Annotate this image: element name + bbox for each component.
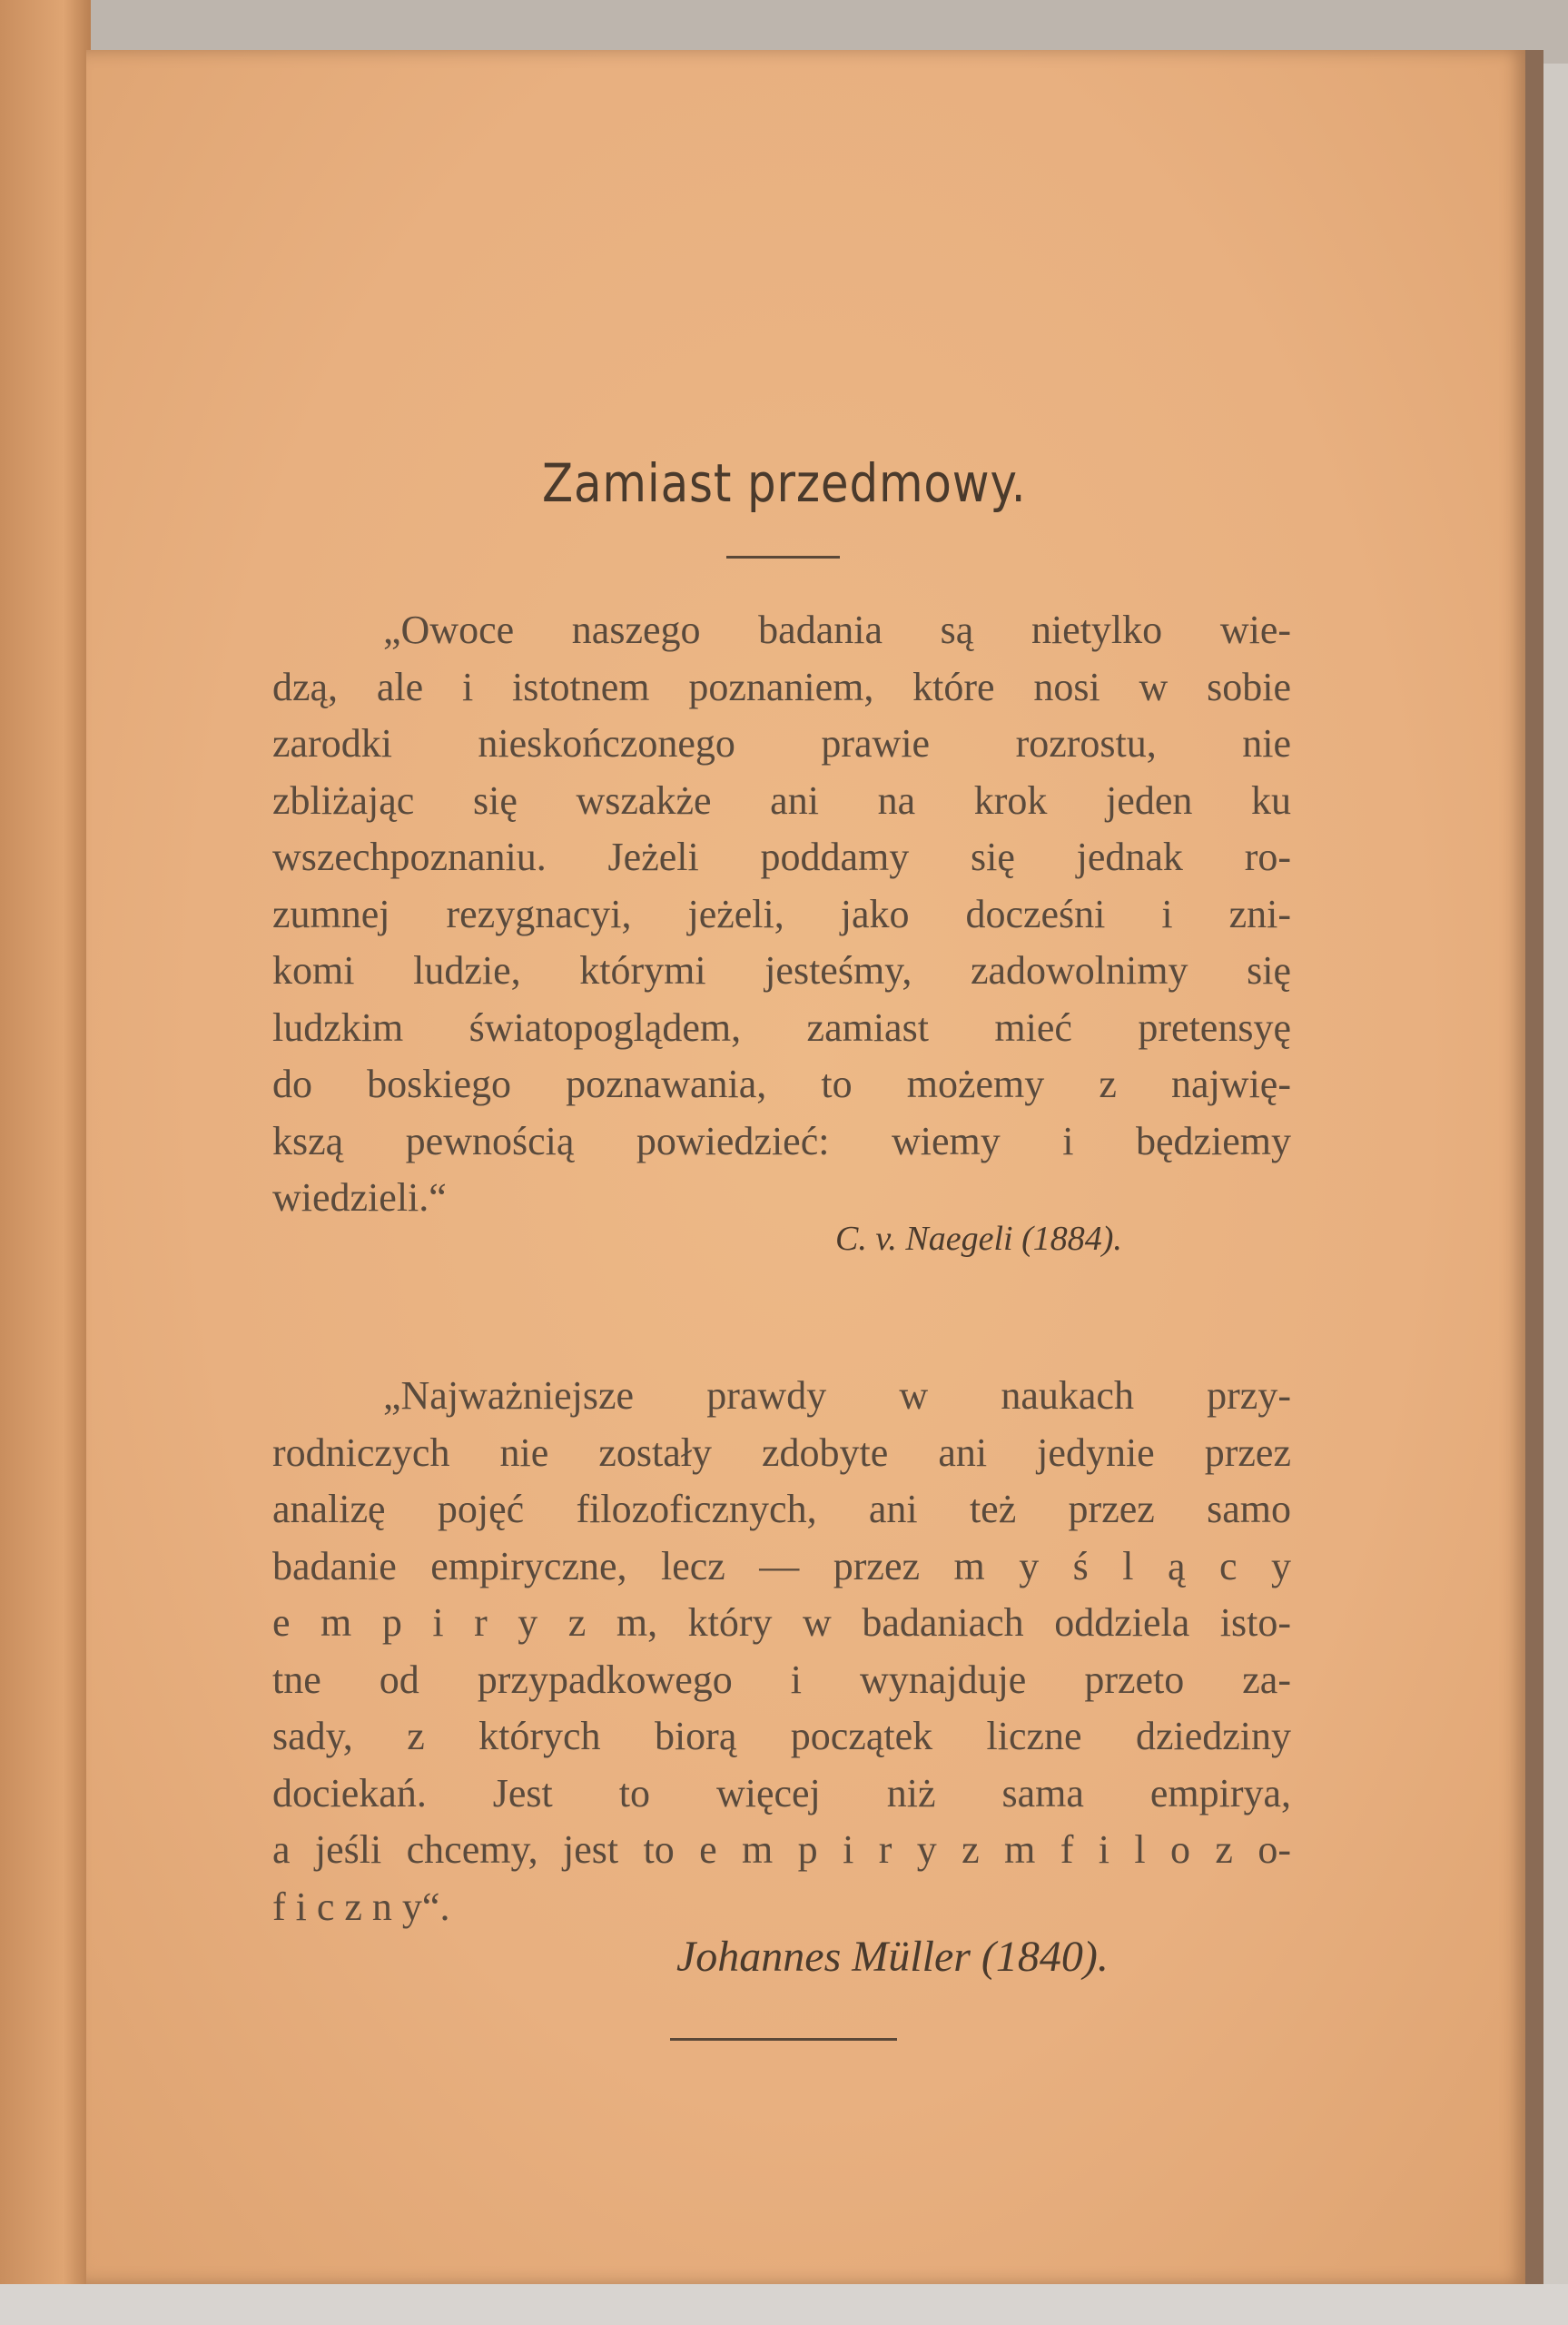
text-line: „Owoce naszego badania są nietylko wie- <box>383 608 1291 652</box>
text-line: tne od przypadkowego i wynajduje przeto za- <box>272 1657 1291 1702</box>
text-line: komi ludzie, którymi jesteśmy, zadowolnimy się <box>272 948 1291 993</box>
text-line: analizę pojęć filozoficznych, ani też przez samo <box>272 1487 1291 1531</box>
text-line: f i c z n y“. <box>272 1884 450 1929</box>
text-line: zumnej rezygnacyi, jeżeli, jako docześni i zni- <box>272 891 1291 936</box>
title-divider <box>726 556 840 559</box>
book-cover-edge <box>1525 50 1543 2284</box>
text-line: „Najważniejsze prawdy w naukach przy- <box>383 1373 1291 1418</box>
page-title: Zamiast przedmowy. <box>541 452 1027 514</box>
text-line: rodniczych nie zostały zdobyte ani jedynie przez <box>272 1430 1291 1475</box>
text-line: ludzkim światopoglądem, zamiast mieć pretensyę <box>272 1004 1291 1050</box>
text-line: e m p i r y z m, który w badaniach oddziela isto- <box>272 1600 1291 1645</box>
facing-page-edge <box>0 0 91 2325</box>
background-bottom <box>0 2284 1568 2325</box>
text-line: dociekań. Jest to więcej niż sama empirya, <box>272 1770 1291 1815</box>
text-line: kszą pewnością powiedzieć: wiemy i będziemy <box>272 1118 1291 1163</box>
text-line: do boskiego poznawania, to możemy z najwię- <box>272 1062 1291 1106</box>
quote-naegeli <box>272 602 1291 1227</box>
text-line: zarodki nieskończonego prawie rozrostu, nie <box>272 721 1291 766</box>
text-line: dzą, ale i istotnem poznaniem, które nosi w sobie <box>272 664 1291 709</box>
end-divider <box>670 2038 897 2041</box>
text-line: wszechpoznaniu. Jeżeli poddamy się jednak ro- <box>272 835 1291 879</box>
text-line: badanie empiryczne, lecz — przez m y ś l ą c y <box>272 1543 1291 1588</box>
attribution-naegeli: C. v. Naegeli (1884). <box>835 1220 1122 1258</box>
attribution-muller: Johannes Müller (1840). <box>676 1933 1109 1981</box>
text-line: wiedzieli.“ <box>272 1175 447 1220</box>
text-line: sady, z których biorą początek liczne dziedziny <box>272 1714 1291 1758</box>
text-line: a jeśli chcemy, jest to e m p i r y z m f i l o z o- <box>272 1827 1291 1872</box>
text-line: zbliżając się wszakże ani na krok jeden ku <box>272 777 1291 823</box>
quote-muller <box>272 1368 1291 1935</box>
